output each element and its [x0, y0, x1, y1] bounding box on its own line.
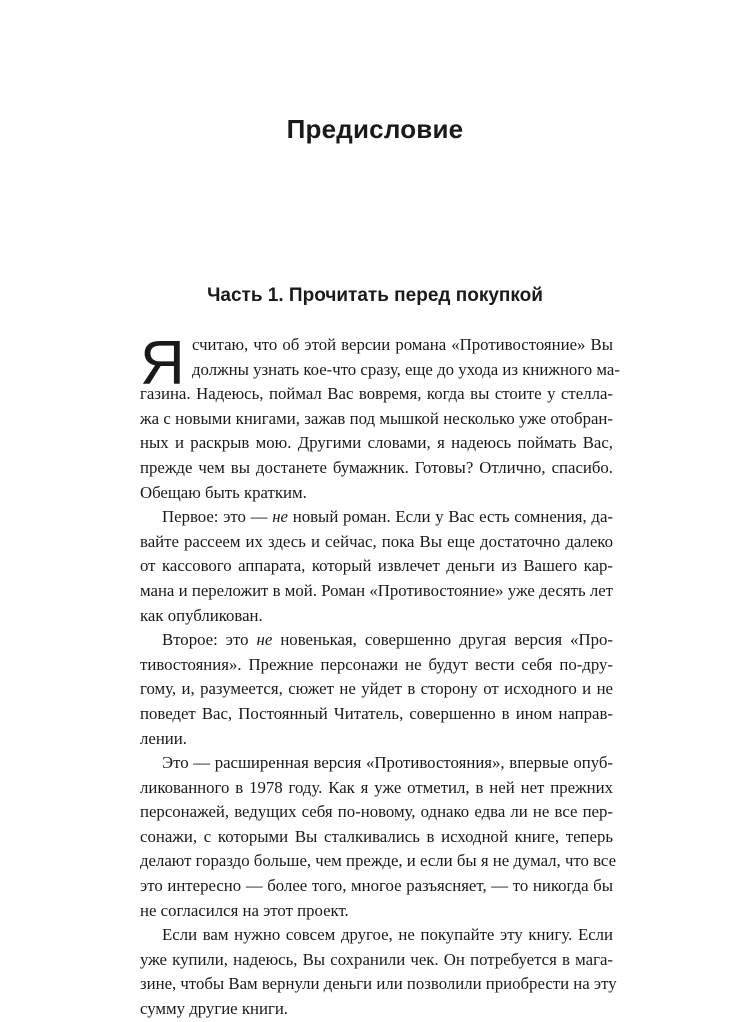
text-line: жа с новыми книгами, зажав под мышкой несколько уже отобран-: [140, 408, 613, 428]
paragraph-3: [140, 628, 613, 751]
text-line: газина. Надеюсь, поймал Вас вовремя, когда вы стоите у стелла-: [140, 384, 613, 404]
text-line: Первое: это — не новый роман. Если у Вас есть сомнения, да-: [162, 507, 613, 527]
paragraph-4: [140, 751, 617, 923]
text-line: мана и переложит в мой. Роман «Противостояние» уже десять лет: [140, 580, 613, 600]
text-line: Это — расширенная версия «Противостояния», впервые опуб-: [162, 753, 613, 773]
paragraph-1: [140, 329, 620, 505]
section-title: Часть 1. Прочитать перед покупкой: [207, 285, 543, 306]
text-line: гому, и, разумеется, сюжет не уйдет в сторону от исходного и не: [140, 679, 613, 699]
text-line: должны узнать кое-что сразу, еще до ухода из книжного ма-: [192, 359, 620, 379]
text-line: это интересно — более того, многое разъясняет, — то никогда бы: [140, 876, 613, 896]
paragraph-5: [140, 923, 617, 1021]
text-line: как опубликован.: [140, 605, 263, 625]
text-line: от кассового аппарата, который извлечет деньги из Вашего кар-: [140, 556, 613, 576]
text-line: сумму другие книги.: [140, 999, 288, 1019]
text-line: лении.: [140, 728, 187, 748]
text-line: вайте рассеем их здесь и сейчас, пока Вы еще достаточно далеко: [140, 531, 613, 551]
text-line: уже купили, надеюсь, Вы сохранили чек. Он потребуется в мага-: [140, 949, 613, 969]
text-line: Обещаю быть кратким.: [140, 482, 307, 502]
text-line: ликованного в 1978 году. Как я уже отметил, в ней нет прежних: [140, 777, 613, 797]
text-line: Второе: это не новенькая, совершенно другая версия «Про-: [162, 630, 613, 650]
text-line: поведет Вас, Постоянный Читатель, совершенно в ином направ-: [140, 703, 613, 723]
body-text: [140, 329, 620, 1022]
text-line: зине, чтобы Вам вернули деньги или позволили приобрести на эту: [140, 974, 617, 994]
text-line: тивостояния». Прежние персонажи не будут вести себя по-дру-: [140, 654, 613, 674]
text-line: не согласился на этот проект.: [140, 900, 349, 920]
chapter-title: Предисловие: [286, 114, 464, 144]
text-line: прежде чем вы достанете бумажник. Готовы? Отлично, спасибо.: [140, 457, 613, 477]
drop-cap: Я: [140, 329, 185, 398]
text-line: Если вам нужно совсем другое, не покупайте эту книгу. Если: [162, 925, 613, 945]
text-line: делают гораздо больше, чем прежде, и если бы я не думал, что все: [140, 851, 617, 871]
text-line: ных и раскрыв мою. Другими словами, я надеюсь поймать Вас,: [140, 433, 613, 453]
text-line: персонажей, ведущих себя по-новому, однако едва ли не все пер-: [140, 802, 613, 822]
text-line: считаю, что об этой версии романа «Противостояние» Вы: [192, 335, 613, 354]
paragraph-2: [140, 505, 613, 628]
text-line: сонажи, с которыми Вы сталкивались в исходной книге, теперь: [140, 826, 613, 846]
